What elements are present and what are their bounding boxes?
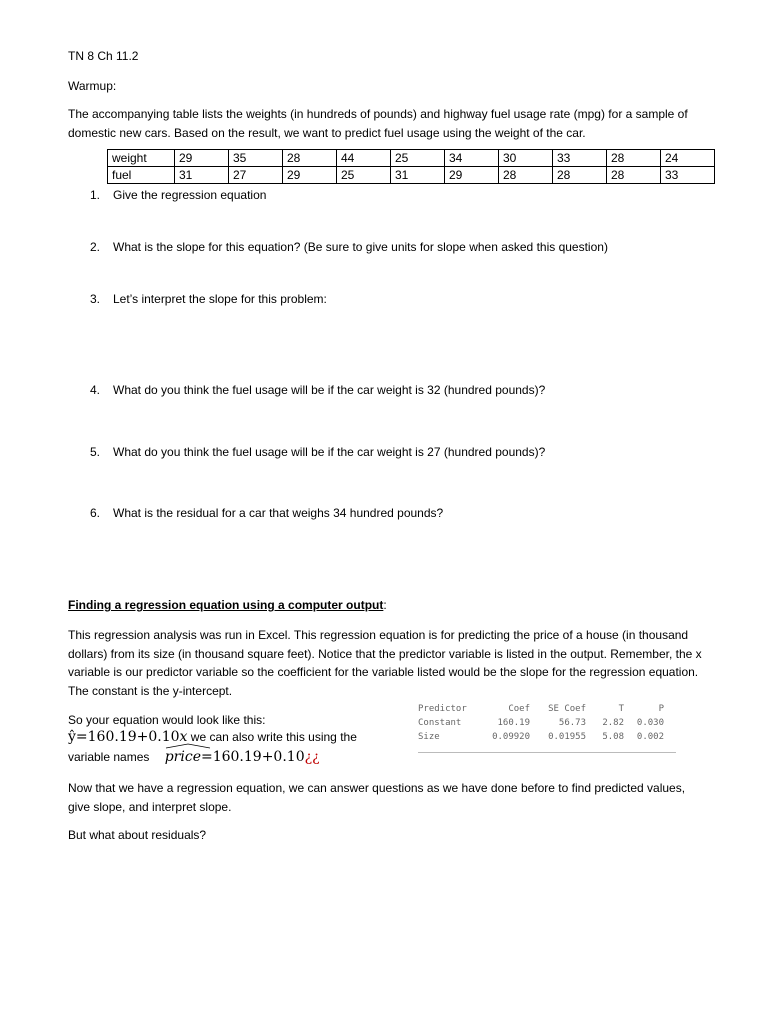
output-cell: 56.73 bbox=[558, 718, 586, 728]
after-equation-paragraph: Now that we have a regression equation, we can answer questions as we have done before to find predicted values, give slope, and interpret slope. bbox=[68, 781, 686, 814]
equation-artifact: ¿¿ bbox=[304, 749, 320, 765]
output-header: Predictor bbox=[418, 704, 467, 714]
equation-price-hat bbox=[165, 748, 201, 766]
output-row-size bbox=[418, 730, 680, 744]
table-cell: 33 bbox=[661, 167, 715, 184]
question-number: 3. bbox=[90, 292, 101, 306]
table-cell: 28 bbox=[283, 150, 337, 167]
section-heading bbox=[68, 596, 387, 614]
output-header-row bbox=[418, 702, 680, 716]
table-cell: 28 bbox=[499, 167, 553, 184]
output-row-constant bbox=[418, 716, 680, 730]
intro-paragraph: The accompanying table lists the weights (in hundreds of pounds) and highway fuel usage rate (mpg) for a sample of domestic new cars. Based on the result, we want to predict fuel usage using the weight of the car. bbox=[68, 107, 688, 140]
regression-paragraph: This regression analysis was run in Excel. This regression equation is for predicting the price of a house (in thousand dollars) from its size (in thousand square feet). Notice that the predictor variable is listed in the output. Remember, the x variable is our predictor variable so the coefficient for the variable listed would be the slope for the regression equation. The constant is the y-intercept. bbox=[68, 628, 702, 698]
equation-yhat: ŷ bbox=[68, 729, 76, 745]
table-cell: 24 bbox=[661, 150, 715, 167]
table-cell: 35 bbox=[229, 150, 283, 167]
question-number: 6. bbox=[90, 506, 101, 520]
question-text: What do you think the fuel usage will be if the car weight is 27 (hundred pounds)? bbox=[113, 445, 546, 459]
question-3 bbox=[90, 290, 327, 308]
table-cell: 28 bbox=[553, 167, 607, 184]
section-heading-colon: : bbox=[383, 598, 387, 612]
output-cell: 5.08 bbox=[602, 732, 624, 742]
output-cell: 2.82 bbox=[602, 718, 624, 728]
question-text: Let’s interpret the slope for this problem: bbox=[113, 292, 327, 306]
table-cell: 31 bbox=[175, 167, 229, 184]
table-cell: 44 bbox=[337, 150, 391, 167]
question-2 bbox=[90, 238, 608, 256]
output-header: SE Coef bbox=[548, 704, 586, 714]
equation-line-2 bbox=[68, 748, 320, 766]
output-cell: 160.19 bbox=[497, 718, 530, 728]
equation-x: x bbox=[179, 729, 188, 745]
output-cell: 0.01955 bbox=[548, 732, 586, 742]
row-header: fuel bbox=[108, 167, 175, 184]
question-text: What do you think the fuel usage will be if the car weight is 32 (hundred pounds)? bbox=[113, 383, 546, 397]
table-cell: 33 bbox=[553, 150, 607, 167]
output-header: Coef bbox=[508, 704, 530, 714]
question-4 bbox=[90, 381, 545, 399]
equation-price-rhs: =160.19+0.10 bbox=[200, 749, 305, 765]
table-row-weight bbox=[108, 150, 715, 167]
equation-price: price bbox=[164, 749, 201, 765]
output-cell: Size bbox=[418, 732, 440, 742]
table-cell: 25 bbox=[391, 150, 445, 167]
closing-question: But what about residuals? bbox=[68, 828, 207, 842]
output-header: T bbox=[618, 704, 624, 714]
equation-rhs: =160.19+0.10 bbox=[75, 729, 180, 745]
output-cell: 0.030 bbox=[636, 718, 664, 728]
equation-line-1 bbox=[68, 728, 357, 746]
hat-accent-icon bbox=[165, 743, 211, 749]
equation-after-text: we can also write this using the bbox=[187, 730, 357, 744]
question-6 bbox=[90, 504, 443, 522]
weight-fuel-table bbox=[107, 149, 715, 184]
output-header: P bbox=[658, 704, 664, 714]
table-cell: 34 bbox=[445, 150, 499, 167]
question-text: What is the slope for this equation? (Be sure to give units for slope when asked this question) bbox=[113, 240, 608, 254]
table-cell: 30 bbox=[499, 150, 553, 167]
output-cell: Constant bbox=[418, 718, 462, 728]
question-5 bbox=[90, 443, 545, 461]
question-text: What is the residual for a car that weighs 34 hundred pounds? bbox=[113, 506, 444, 520]
table-row-fuel bbox=[108, 167, 715, 184]
question-number: 4. bbox=[90, 383, 101, 397]
section-heading-text: Finding a regression equation using a computer output bbox=[68, 598, 384, 612]
equation-intro: So your equation would look like this: bbox=[68, 713, 266, 727]
document-title: TN 8 Ch 11.2 bbox=[68, 49, 139, 63]
table-cell: 31 bbox=[391, 167, 445, 184]
output-cell: 0.002 bbox=[636, 732, 664, 742]
table-cell: 29 bbox=[283, 167, 337, 184]
question-number: 5. bbox=[90, 445, 101, 459]
row-header: weight bbox=[108, 150, 175, 167]
table-cell: 28 bbox=[607, 150, 661, 167]
table-cell: 29 bbox=[175, 150, 229, 167]
warmup-label: Warmup: bbox=[68, 79, 117, 93]
question-1 bbox=[90, 186, 266, 204]
question-text: Give the regression equation bbox=[113, 188, 267, 202]
variable-names-text: variable names bbox=[68, 750, 150, 764]
table-cell: 25 bbox=[337, 167, 391, 184]
table-cell: 29 bbox=[445, 167, 499, 184]
table-cell: 27 bbox=[229, 167, 283, 184]
output-cell: 0.09920 bbox=[492, 732, 530, 742]
question-number: 2. bbox=[90, 240, 101, 254]
question-number: 1. bbox=[90, 188, 101, 202]
table-cell: 28 bbox=[607, 167, 661, 184]
regression-output-table bbox=[418, 702, 680, 753]
output-divider bbox=[418, 752, 676, 753]
